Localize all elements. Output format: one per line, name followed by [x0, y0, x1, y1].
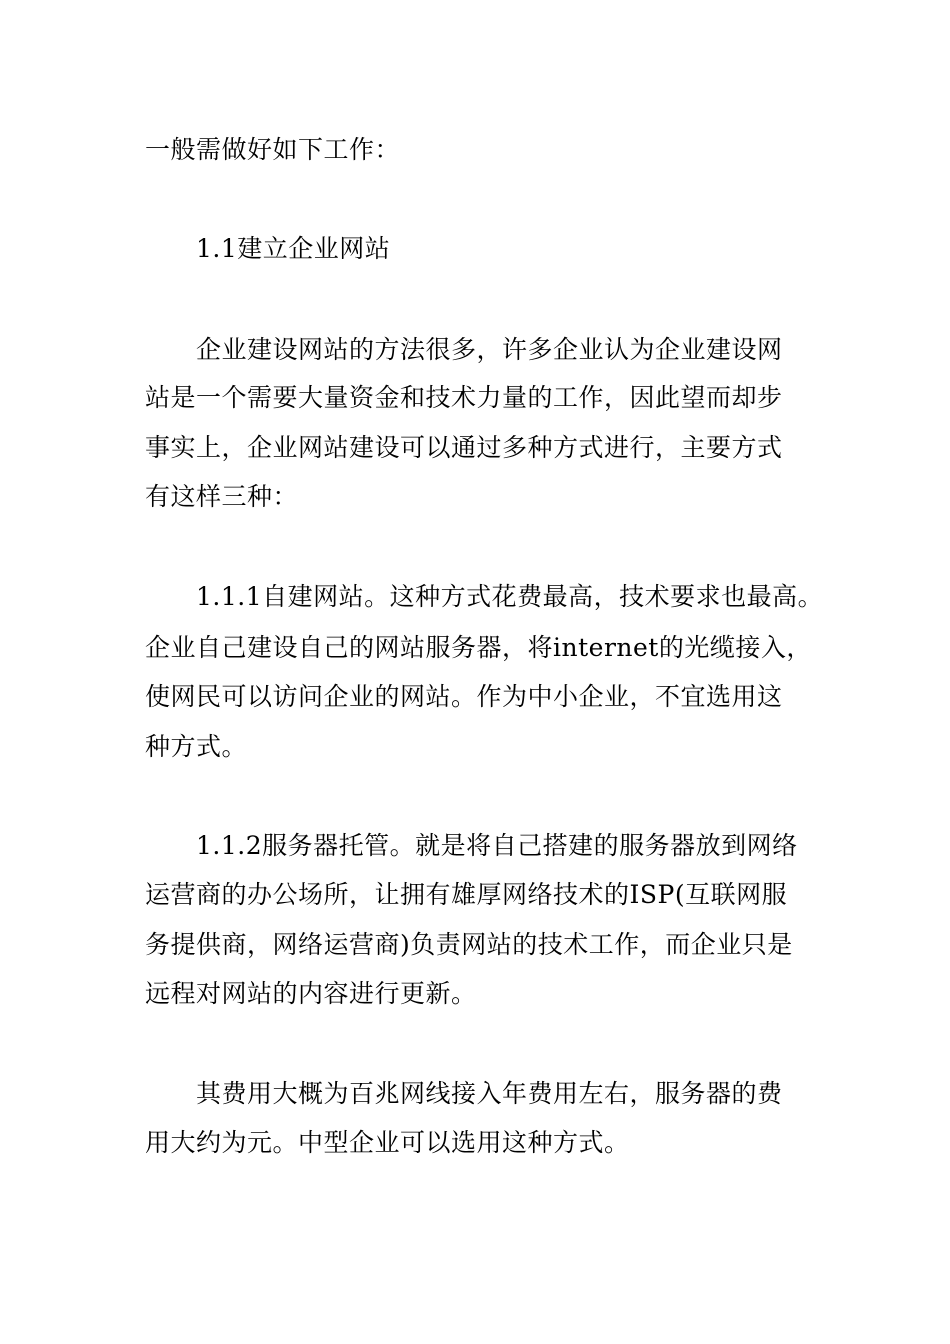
paragraph-4-line-2: 用大约为元。中型企业可以选用这种方式。: [145, 1128, 630, 1157]
paragraph-1-line-4: 有这样三种：: [145, 482, 299, 511]
paragraph-3-line-2: 运营商的办公场所，让拥有雄厚网络技术的ISP(互联网服: [145, 880, 788, 909]
paragraph-3-line-4: 远程对网站的内容进行更新。: [145, 979, 477, 1008]
paragraph-2-line-4: 种方式。: [145, 732, 248, 761]
paragraph-4-line-1: 其费用大概为百兆网线接入年费用左右，服务器的费: [196, 1079, 783, 1108]
paragraph-3-line-3: 务提供商，网络运营商)负责网站的技术工作，而企业只是: [145, 930, 793, 959]
paragraph-1-line-3: 事实上，企业网站建设可以通过多种方式进行，主要方式: [145, 433, 783, 462]
paragraph-2-line-2: 企业自己建设自己的网站服务器，将internet的光缆接入，: [145, 633, 812, 662]
paragraph-1-line-1: 企业建设网站的方法很多，许多企业认为企业建设网: [196, 335, 783, 364]
intro-line: 一般需做好如下工作：: [145, 135, 401, 164]
paragraph-2-line-1: 1.1.1自建网站。这种方式花费最高，技术要求也最高。: [196, 582, 824, 611]
paragraph-3-line-1: 1.1.2服务器托管。就是将自己搭建的服务器放到网络: [196, 831, 798, 860]
section-heading: 1.1建立企业网站: [196, 234, 391, 263]
paragraph-2-line-3: 使网民可以访问企业的网站。作为中小企业，不宜选用这: [145, 682, 783, 711]
paragraph-1-line-2: 站是一个需要大量资金和技术力量的工作，因此望而却步: [145, 383, 783, 412]
